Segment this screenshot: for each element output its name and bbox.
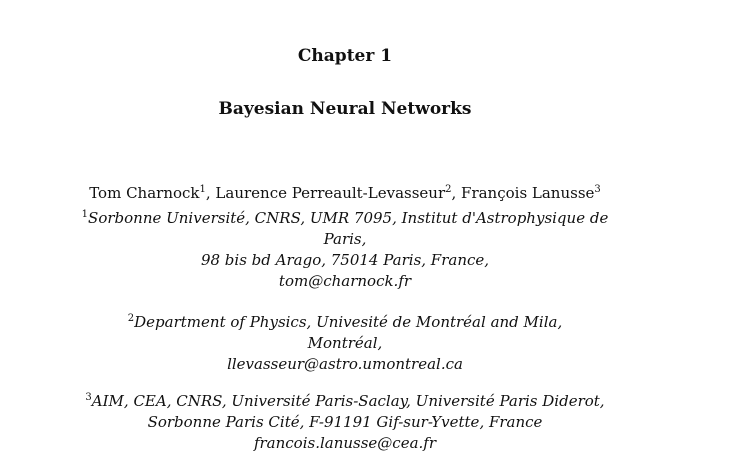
affiliation-line: Paris, — [323, 230, 367, 248]
author-name: Laurence Perreault-Levasseur — [215, 184, 446, 202]
affiliation-email: tom@charnock.fr — [278, 272, 412, 290]
author-separator: , — [451, 184, 462, 202]
affiliation-2 — [40, 312, 650, 375]
affiliation-line: 98 bis bd Arago, 75014 Paris, France, — [200, 251, 490, 269]
affiliation-line: Sorbonne Paris Cité, F-91191 Gif-sur-Yvette, France — [147, 413, 543, 431]
affiliation-marker: 3 — [85, 392, 92, 403]
affiliation-text: AIM, CEA, CNRS, Université Paris-Saclay, Université Paris Diderot, — [91, 392, 605, 410]
author-affiliation-marker: 2 — [445, 184, 452, 195]
chapter-title: Bayesian Neural Networks — [218, 99, 472, 119]
affiliation-marker: 2 — [127, 313, 135, 324]
affiliation-line — [40, 391, 650, 412]
author-list — [40, 184, 650, 202]
affiliation-email: llevasseur@astro.umontreal.ca — [227, 355, 463, 373]
author-affiliation-marker: 3 — [594, 184, 601, 195]
affiliation-3 — [40, 391, 650, 454]
affiliation-line — [40, 312, 650, 333]
affiliation-marker: 1 — [81, 209, 89, 220]
affiliation-text: Sorbonne Université, CNRS, UMR 7095, Institut d'Astrophysique de — [88, 209, 609, 227]
affiliation-text: Department of Physics, Univesité de Montréal and Mila, — [134, 313, 563, 331]
affiliation-line: Montréal, — [307, 334, 383, 352]
author-affiliation-marker: 1 — [199, 184, 206, 195]
author-separator: , — [205, 184, 216, 202]
affiliation-email: francois.lanusse@cea.fr — [253, 434, 437, 452]
author-name: François Lanusse — [461, 184, 595, 202]
author-name: Tom Charnock — [89, 184, 200, 202]
affiliation-line — [40, 208, 650, 229]
chapter-label: Chapter 1 — [297, 46, 393, 66]
affiliation-1 — [40, 208, 650, 292]
